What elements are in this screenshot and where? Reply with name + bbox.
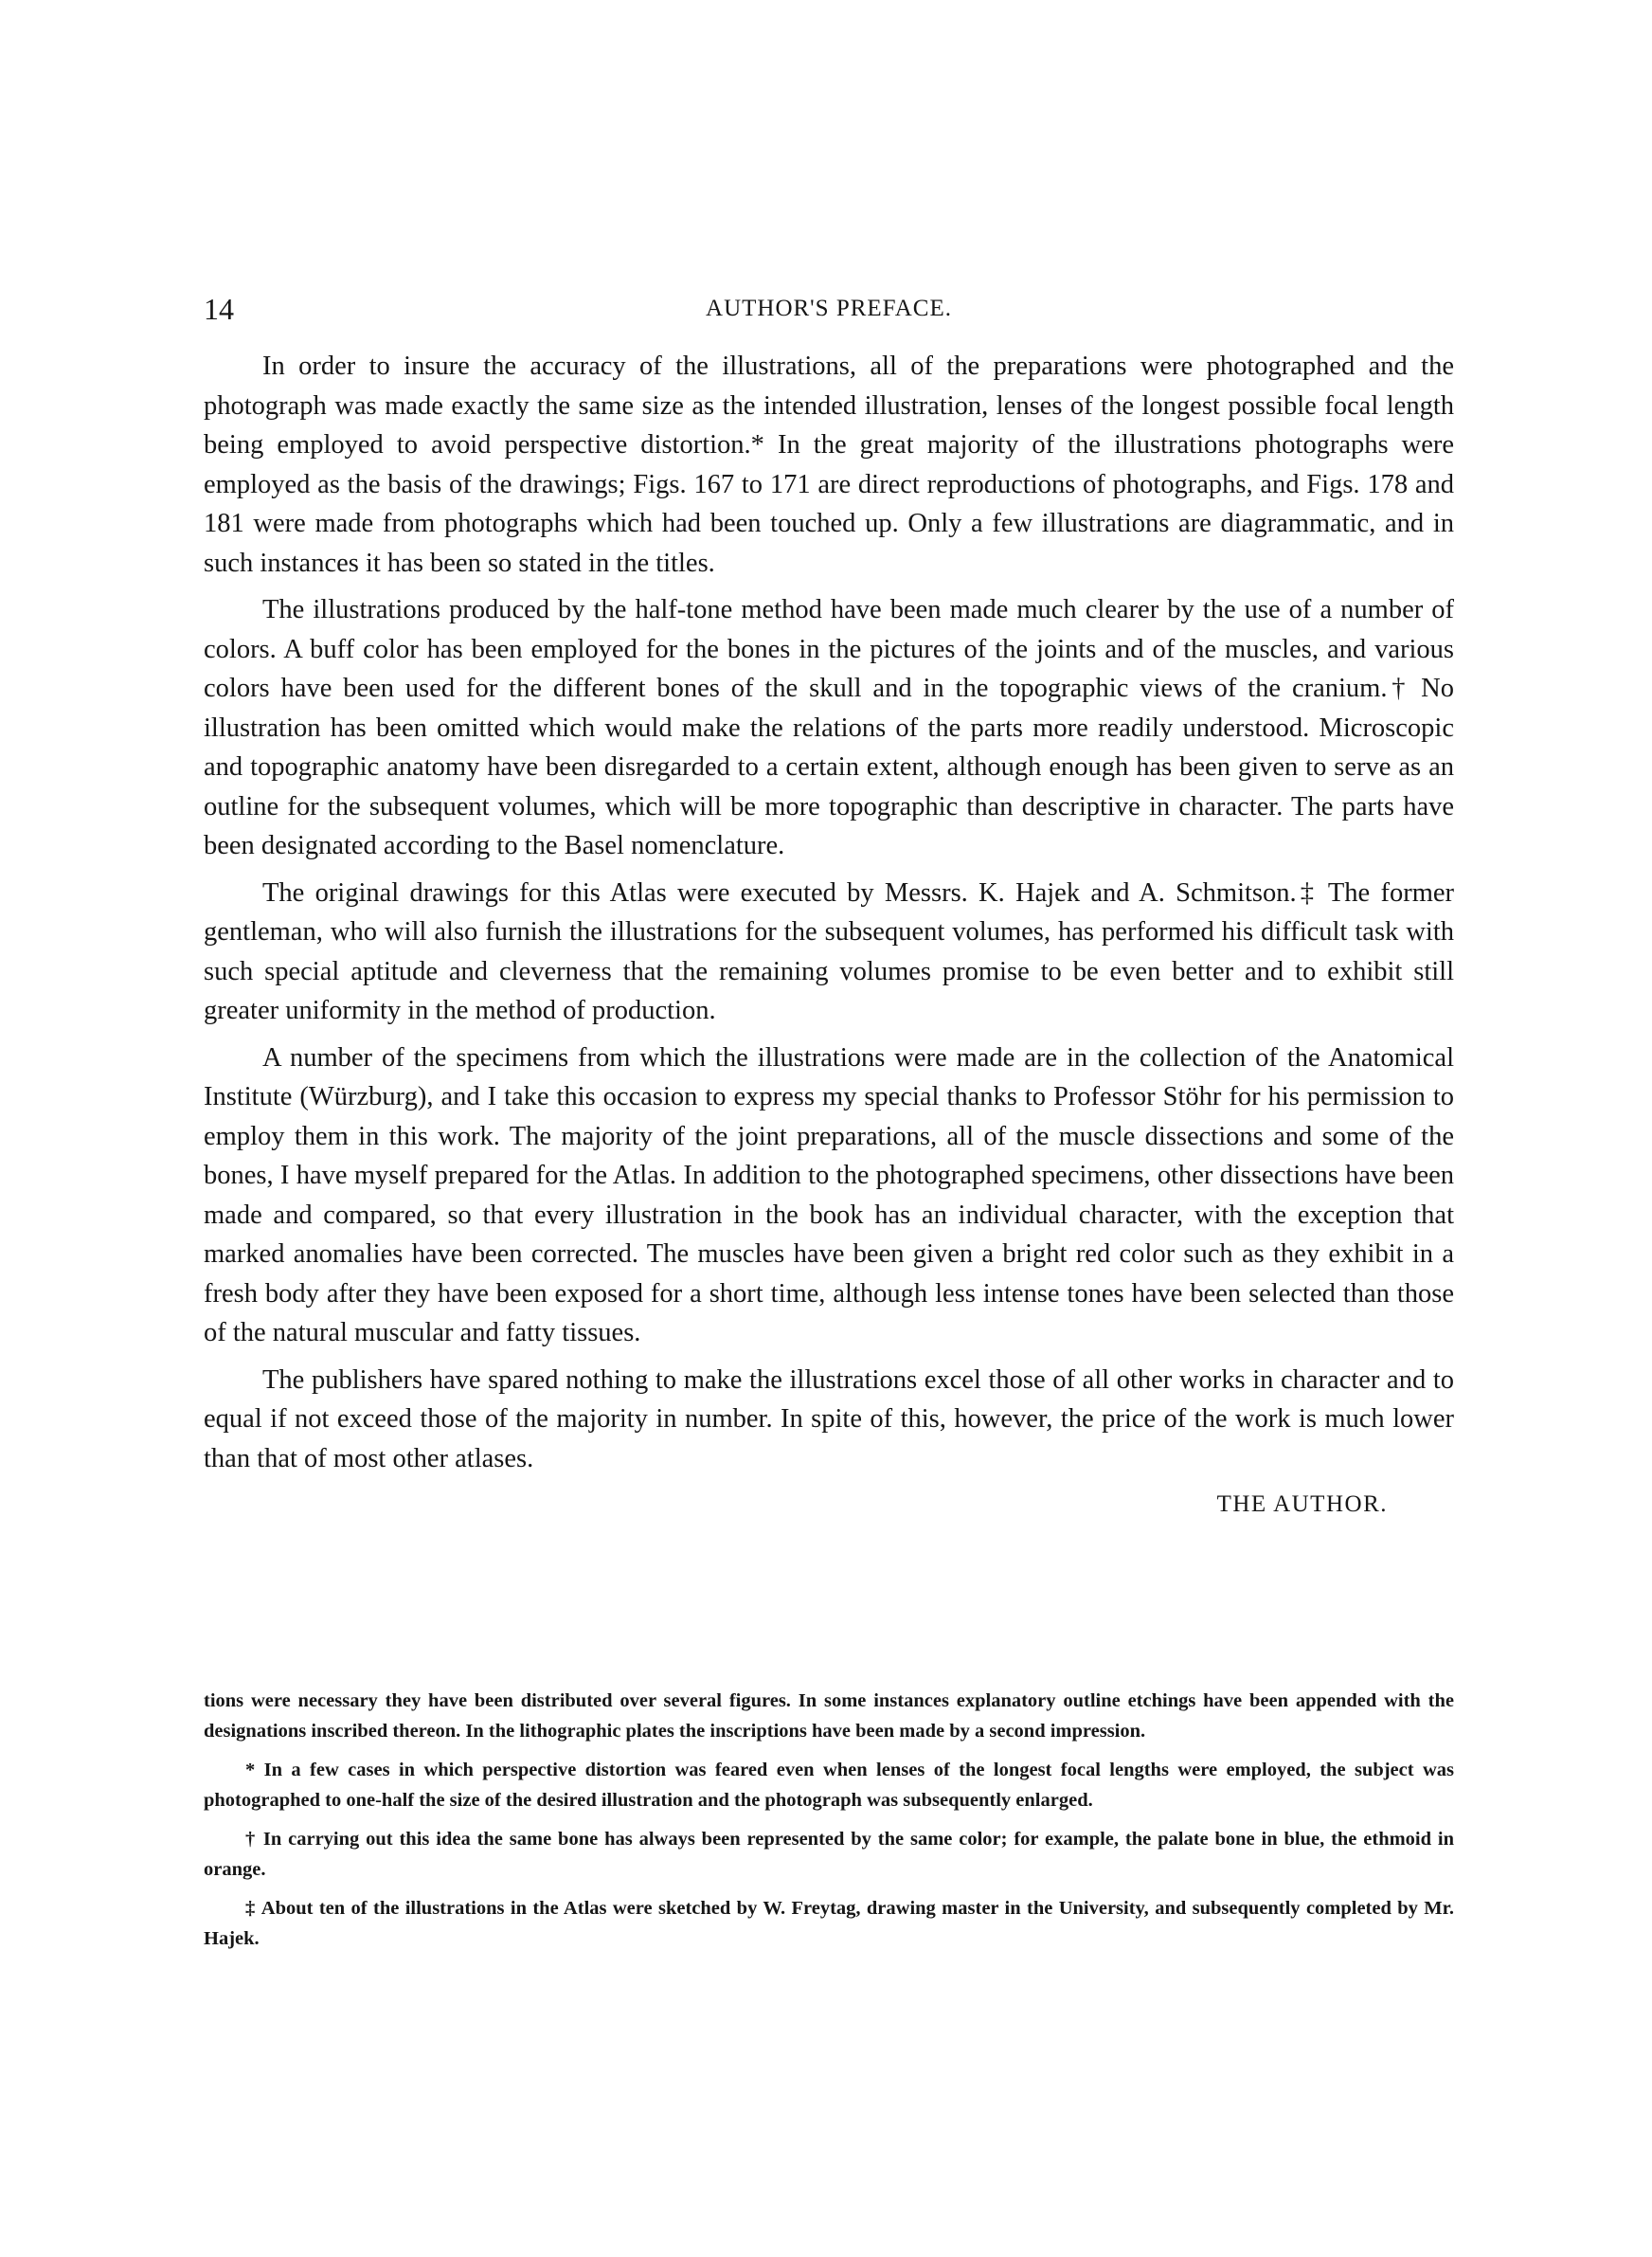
footnote-asterisk: * In a few cases in which perspective distortion was feared even when lenses of the longest focal lengths were employed, the subject was photographed to one-half the size of the desired illustration and the photograph was subsequently enlarged. xyxy=(204,1760,1454,1811)
body-text xyxy=(204,347,1454,1524)
paragraph-colors: The illustrations produced by the half-tone method have been made much clearer by the use of a number of colors. A buff color has been employed for the bones in the pictures of the joints and of the muscles, and various colors have been used for the different bones of the skull and in the topographic views of the cranium.† No illustration has been omitted which would make the relations of the parts more readily understood. Microscopic and topographic anatomy have been disregarded to a certain extent, although enough has been given to serve as an outline for the subsequent volumes, which will be more topographic than descriptive in character. The parts have been designated according to the Basel nomenclature. xyxy=(204,595,1454,860)
footnotes xyxy=(204,1687,1454,1954)
running-head: AUTHOR'S PREFACE. xyxy=(706,296,952,321)
paragraph-drawings: The original drawings for this Atlas were executed by Messrs. K. Hajek and A. Schmitson.‡ The former gentleman, who will also furnish the illustrations for the subsequent volumes, has performed his difficult task with such special aptitude and cleverness that the remaining volumes promise to be even better and to exhibit still greater uniformity in the method of production. xyxy=(204,877,1454,1025)
footnote-dagger: † In carrying out this idea the same bone has always been represented by the same color; for example, the palate bone in blue, the ethmoid in orange. xyxy=(204,1829,1454,1880)
footnote-double-dagger: ‡ About ten of the illustrations in the Atlas were sketched by W. Freytag, drawing master in the University, and subsequently completed by Mr. Hajek. xyxy=(204,1898,1454,1949)
page-number: 14 xyxy=(204,292,234,326)
signature: THE AUTHOR. xyxy=(1216,1491,1388,1517)
paragraph-specimens: A number of the specimens from which the illustrations were made are in the collection of the Anatomical Institute (Würzburg), and I take this occasion to express my special thanks to Professor Stöhr for his permission to employ them in this work. The majority of the joint preparations, all of the muscle dissections and some of the bones, I have myself prepared for the Atlas. In addition to the photographed specimens, other dissections have been made and compared, so that every illustration in the book has an individual character, with the exception that marked anomalies have been corrected. The muscles have been given a bright red color such as they exhibit in a fresh body after they have been exposed for a short time, although less intense tones have been selected than those of the natural muscular and fatty tissues. xyxy=(204,1042,1454,1347)
page-header xyxy=(204,290,1454,328)
footnote-continuation: tions were necessary they have been distributed over several figures. In some instances explanatory outline etchings have been appended with the designations inscribed thereon. In the lithographic plates the inscriptions have been made by a second impression. xyxy=(204,1690,1454,1742)
paragraph-publishers: The publishers have spared nothing to make the illustrations excel those of all other works in character and to equal if not exceed those of the majority in number. In spite of this, however, the price of the work is much lower than that of most other atlases. xyxy=(204,1364,1454,1473)
paragraph-accuracy: In order to insure the accuracy of the illustrations, all of the preparations were photographed and the photograph was made exactly the same size as the intended illustration, lenses of the longest possible focal length being employed to avoid perspective distortion.* In the great majority of the illustrations photographs were employed as the basis of the drawings; Figs. 167 to 171 are direct reproductions of photographs, and Figs. 178 and 181 were made from photographs which had been touched up. Only a few illustrations are diagrammatic, and in such instances it has been so stated in the titles. xyxy=(204,352,1454,578)
